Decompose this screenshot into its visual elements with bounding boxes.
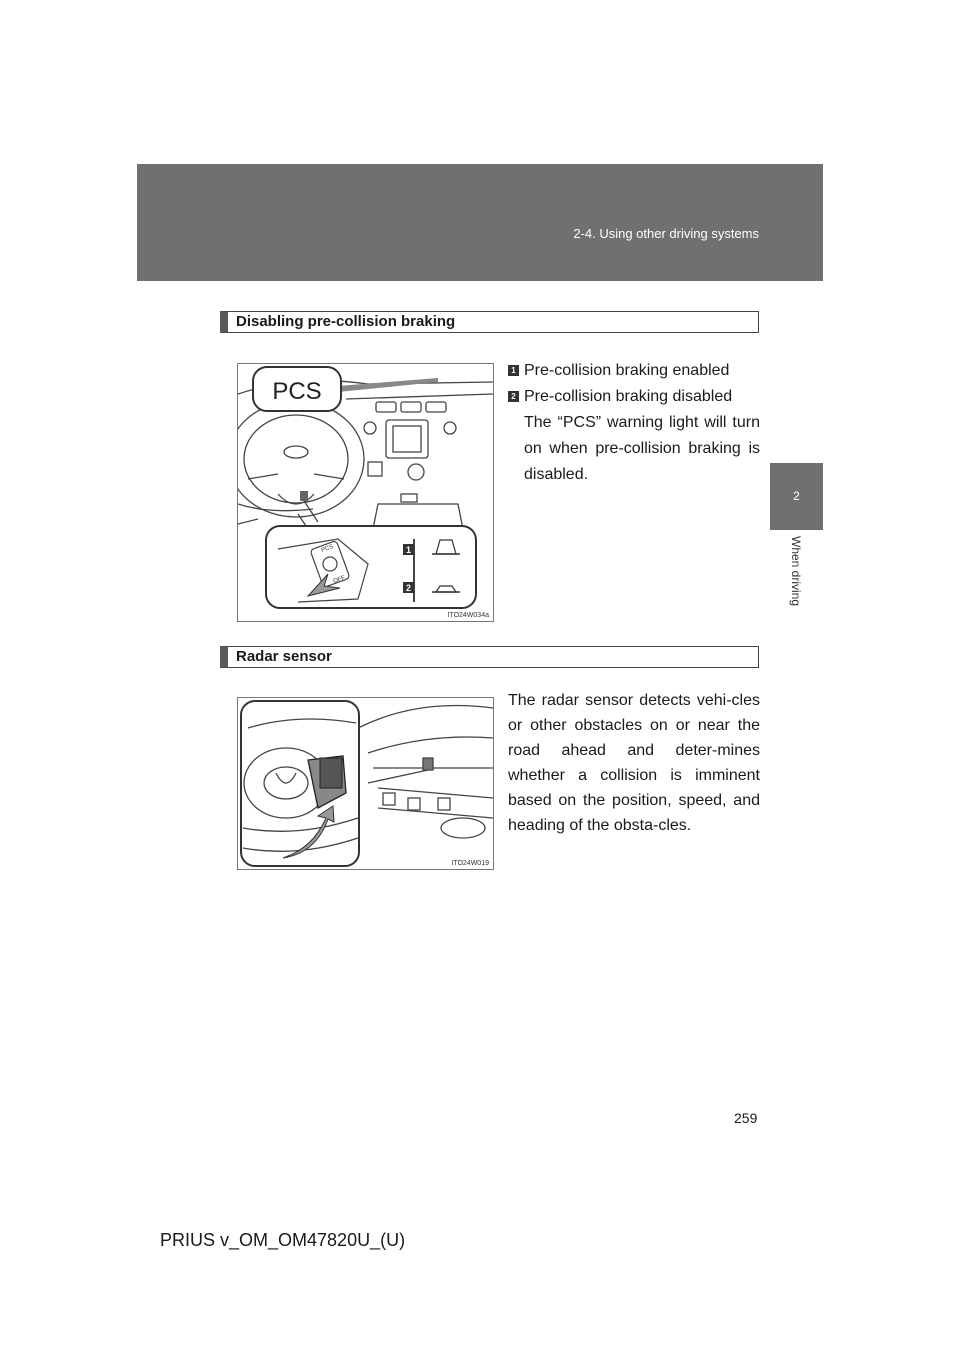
list-item: [508, 384, 760, 410]
figure-radar-sensor: [237, 697, 494, 870]
header-band: [137, 164, 823, 281]
inset-marker-2: 2: [405, 583, 412, 593]
item-text: Pre-collision braking enabled: [524, 362, 730, 379]
inset-marker-1: 1: [405, 545, 412, 555]
section-breadcrumb: 2-4. Using other driving systems: [573, 226, 759, 241]
pcs-state-list: [508, 358, 760, 488]
marker-1: 1: [508, 365, 519, 376]
radar-illustration: [238, 698, 493, 869]
item-text: Pre-collision braking disabled: [524, 388, 733, 405]
switch-text-off: OFF: [332, 575, 346, 585]
section-title-pcs: Disabling pre-collision braking: [220, 311, 759, 333]
section-title-radar: Radar sensor: [220, 646, 759, 668]
pcs-note: The “PCS” warning light will turn on when pre-collision braking is disabled.: [524, 414, 760, 483]
switch-text-pcs: PCS: [320, 544, 335, 554]
figure-pcs-switch: [237, 363, 494, 622]
pcs-callout-label: PCS: [272, 378, 322, 405]
list-item: [508, 358, 760, 384]
figure-caption: ITO24W034a: [447, 612, 489, 619]
chapter-label-box: [770, 530, 823, 640]
page-number: 259: [734, 1110, 758, 1126]
chapter-number: 2: [793, 489, 800, 503]
figure-caption: ITO24W019: [451, 860, 489, 867]
radar-description: The radar sensor detects vehi-cles or other obstacles on or near the road ahead and deter-mines whether a collision is imminent based on the position, speed, and heading of the obsta-cles.: [508, 692, 760, 834]
chapter-label: When driving: [789, 536, 803, 607]
document-code: PRIUS v_OM_OM47820U_(U): [160, 1230, 406, 1250]
dashboard-illustration: [238, 364, 493, 621]
marker-2: 2: [508, 391, 519, 402]
chapter-tab[interactable]: [770, 463, 823, 530]
